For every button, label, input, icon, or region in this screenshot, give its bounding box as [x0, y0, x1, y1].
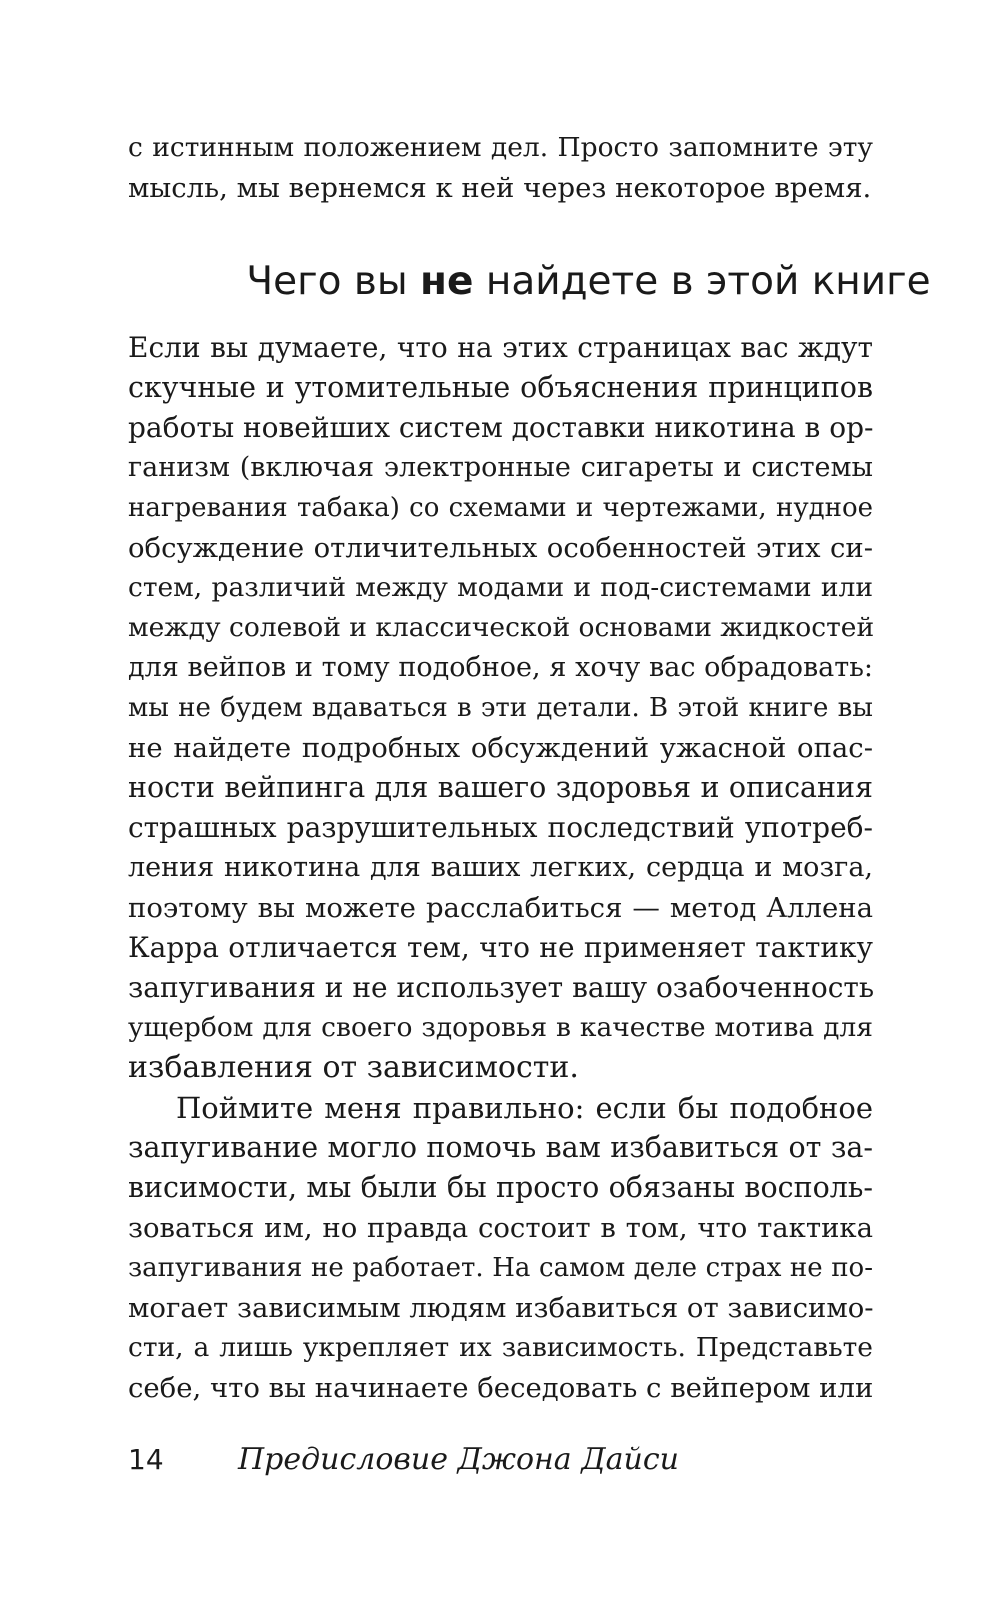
heading-part-2: найдете в этой книге	[473, 259, 931, 304]
text-line: поэтому вы можете расслабиться — метод Аллена	[128, 892, 873, 924]
heading-part-1: Чего вы	[246, 259, 421, 304]
text-line: работы новейших систем доставки никотина в ор-	[128, 411, 874, 444]
text-line: с истинным положением дел. Просто запомните эту	[128, 132, 873, 163]
page-footer	[128, 1440, 873, 1480]
text-line: скучные и утомительные объяснения принципов	[128, 371, 873, 404]
text-line: стем, различий между модами и под-системами или	[128, 572, 873, 603]
page-number: 14	[128, 1443, 164, 1476]
text-line: сти, а лишь укрепляет их зависимость. Представьте	[128, 1332, 873, 1363]
text-line: Если вы думаете, что на этих страницах вас ждут	[128, 331, 873, 364]
text-line: запугивания не работает. На самом деле страх не по-	[128, 1253, 873, 1283]
text-line: запугивание могло помочь вам избавиться от за-	[128, 1131, 873, 1164]
text-line: мы не будем вдаваться в эти детали. В этой книге вы	[128, 693, 873, 723]
text-line: не найдете подробных обсуждений ужасной опас-	[128, 732, 873, 764]
book-page	[128, 0, 931, 1600]
text-line: ления никотина для ваших легких, сердца и мозга,	[128, 852, 873, 883]
heading-bold-word: не	[420, 259, 474, 304]
text-line: могает зависимым людям избавиться от зависимо-	[128, 1292, 874, 1324]
text-line: мысль, мы вернемся к ней через некоторое время.	[128, 172, 872, 204]
text-line: Карра отличается тем, что не применяет тактику	[128, 931, 873, 964]
text-line: ущербом для своего здоровья в качестве мотива для	[128, 1012, 873, 1043]
text-line: обсуждение отличительных особенностей этих си-	[128, 532, 873, 564]
text-line: себе, что вы начинаете беседовать с вейпером или	[128, 1372, 874, 1404]
text-line: запугивания и не использует вашу озабоченность	[128, 971, 875, 1004]
text-line: избавления от зависимости.	[128, 1050, 579, 1085]
section-heading	[40, 254, 1000, 310]
text-line: для вейпов и тому подобное, я хочу вас обрадовать:	[128, 652, 873, 683]
text-line: Поймите меня правильно: если бы подобное	[176, 1091, 873, 1125]
running-title: Предисловие Джона Дайси	[238, 1442, 679, 1477]
text-line: нагревания табака) со схемами и чертежами, нудное	[128, 493, 873, 523]
text-line: страшных разрушительных последствий употреб-	[128, 811, 873, 844]
text-line: между солевой и классической основами жидкостей	[128, 612, 875, 643]
text-line: зоваться им, но правда состоит в том, что тактика	[128, 1212, 873, 1244]
text-line: ганизм (включая электронные сигареты и системы	[128, 452, 873, 483]
text-line: висимости, мы были бы просто обязаны восполь-	[128, 1171, 873, 1204]
text-line: ности вейпинга для вашего здоровья и описания	[128, 771, 873, 804]
